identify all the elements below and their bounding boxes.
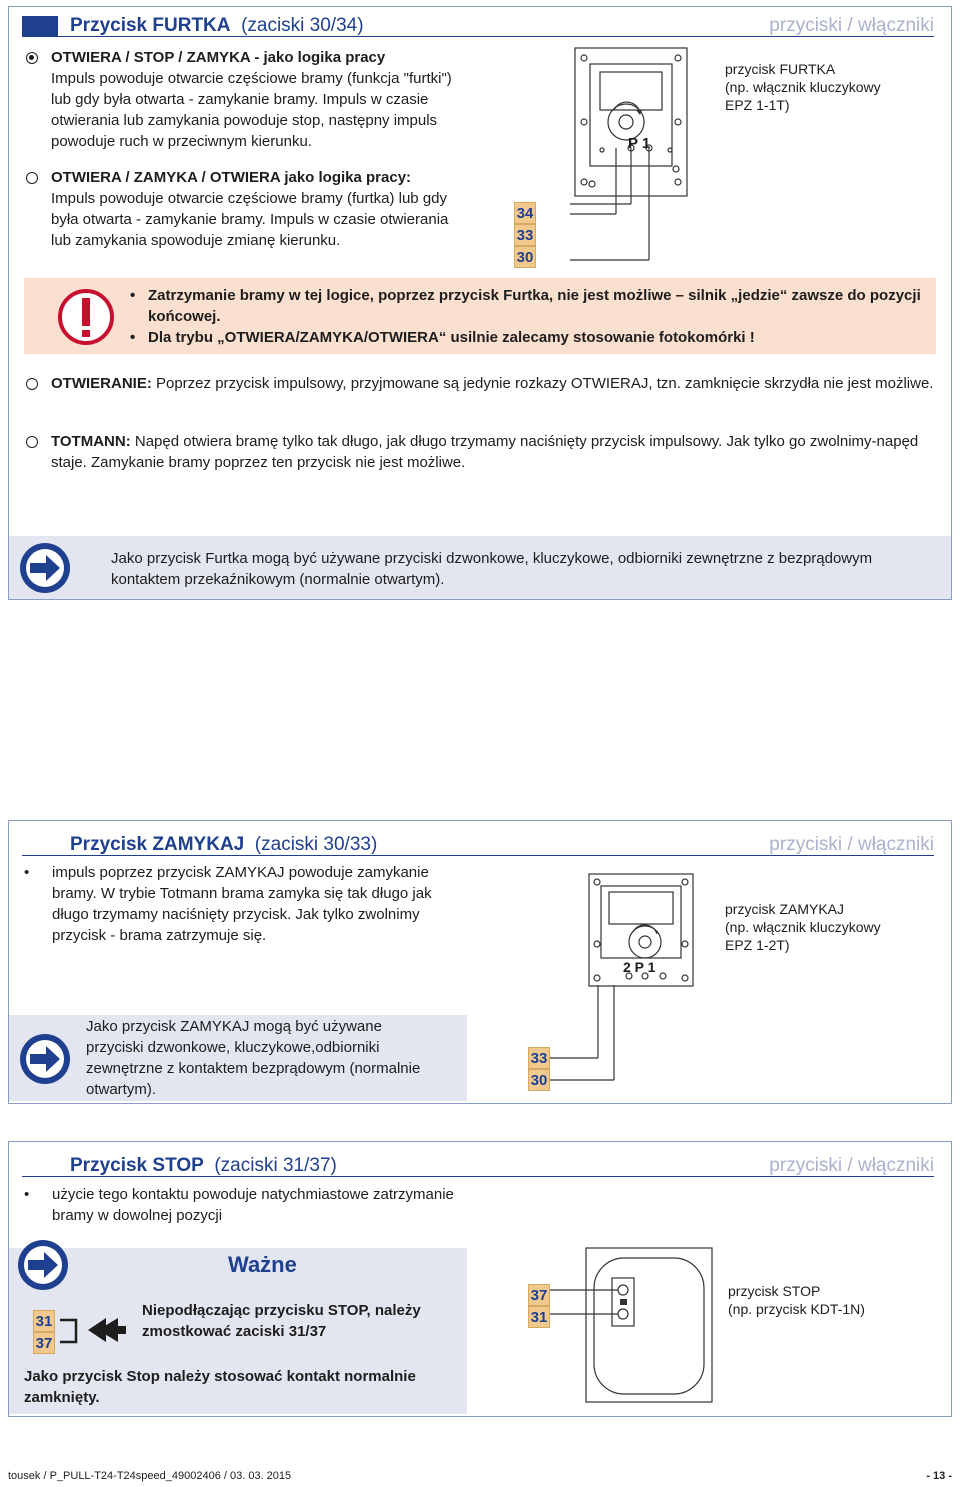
switch-label: P 1 — [628, 135, 651, 152]
header-square — [22, 16, 58, 36]
selected-radio-icon — [26, 52, 38, 64]
key-switch-diagram — [585, 872, 697, 990]
radio-icon — [26, 378, 38, 390]
page-number: - 13 - — [926, 1470, 952, 1482]
terminal-31: 31 — [528, 1306, 550, 1328]
footer-info: tousek / P_PULL-T24-T24speed_49002406 / 03. 03. 2015 — [8, 1470, 292, 1482]
terminal-30: 30 — [514, 246, 536, 268]
section-category: przyciski / włączniki — [769, 834, 934, 855]
important-title: Ważne — [228, 1252, 297, 1277]
terminal-34: 34 — [514, 202, 536, 224]
switch-label: 2 P 1 — [623, 959, 656, 975]
stop-button-diagram — [550, 1244, 720, 1410]
terminal-33: 33 — [514, 224, 536, 246]
section-title: Przycisk STOP (zaciski 31/37) — [70, 1155, 337, 1176]
section-category: przyciski / włączniki — [769, 15, 934, 36]
bridge-arrow-icon — [58, 1308, 128, 1354]
section-title: Przycisk ZAMYKAJ (zaciski 30/33) — [70, 834, 378, 855]
warning-icon — [56, 288, 116, 346]
section-category: przyciski / włączniki — [769, 1155, 934, 1176]
wire-lines — [550, 985, 660, 1085]
bullet-stop: • użycie tego kontaktu powoduje natychmiastowe zatrzymanie bramy w dowolnej pozycji — [24, 1186, 454, 1224]
key-switch-diagram — [530, 44, 710, 264]
arrow-right-icon — [18, 1032, 72, 1086]
section-furtka-header — [22, 15, 934, 37]
terminal-33: 33 — [528, 1047, 550, 1069]
option-1: OTWIERA / STOP / ZAMYKA - jako logika pracy Impuls powoduje otwarcie częściowe bramy (funkcja "furtki") lub gdy była otwarta - zamykanie bramy. Impuls w czasie otwierania lub zamykania powoduje stop, następny impuls powoduje ruch w przeciwnym kierunku. — [51, 49, 452, 150]
device-label-stop: przycisk STOP (np. przycisk KDT-1N) — [728, 1283, 865, 1317]
bullet-zamykaj: • impuls poprzez przycisk ZAMYKAJ powoduje zamykanie bramy. W trybie Totmann brama zamyka się tak długo jak długo trzymamy naciśnięty przycisk. Jak tylko zwolnimy przycisk - brama zatrzymuje się. — [24, 864, 432, 944]
nc-note: Jako przycisk Stop należy stosować kontakt normalnie zamknięty. — [24, 1368, 416, 1406]
radio-icon — [26, 172, 38, 184]
info-text: Jako przycisk ZAMYKAJ mogą być używane przyciski dzwonkowe, kluczykowe,odbiorniki zewnętrzne z kontaktem bezprądowym (normalnie otwartym). — [86, 1018, 421, 1098]
device-label-zamykaj: przycisk ZAMYKAJ (np. włącznik kluczykowy EPZ 1-2T) — [725, 901, 881, 953]
radio-icon — [26, 436, 38, 448]
warning-text: • Zatrzymanie bramy w tej logice, poprzez przycisk Furtka, nie jest możliwe – silnik „jedzie“ zawsze do pozycji końcowej. • Dla trybu „OTWIERA/ZAMYKA/OTWIERA“ usilnie zalecamy stosowanie fotokomórki ! — [130, 287, 921, 346]
info-text: Jako przycisk Furtka mogą być używane przyciski dzwonkowe, kluczykowe, odbiorniki zewnętrzne z bezprądowym kontaktem przekaźnikowym (normalnie otwartym). — [111, 550, 873, 588]
arrow-right-icon — [18, 541, 72, 595]
section-stop-header — [22, 1155, 934, 1177]
option-2: OTWIERA / ZAMYKA / OTWIERA jako logika pracy: Impuls powoduje otwarcie częściowe bramy (furtka) lub gdy była otwarta - zamykanie bramy. Impuls w czasie otwierania lub zamykania spowoduje zmianę kierunku. — [51, 169, 449, 249]
terminal-37: 37 — [528, 1284, 550, 1306]
bridge-note: Niepodłączając przycisku STOP, należy zmostkować zaciski 31/37 — [142, 1302, 421, 1340]
device-label-furtka: przycisk FURTKA (np. włącznik kluczykowy EPZ 1-1T) — [725, 61, 881, 113]
section-zamykaj-header — [22, 834, 934, 856]
arrow-right-icon — [16, 1238, 70, 1292]
terminal-30: 30 — [528, 1069, 550, 1091]
option-3: OTWIERANIE: Poprzez przycisk impulsowy, przyjmowane są jedynie rozkazy OTWIERAJ, tzn. zamknięcie skrzydła nie jest możliwe. — [51, 375, 934, 392]
option-4: TOTMANN: Napęd otwiera bramę tylko tak długo, jak długo trzymamy naciśnięty przycisk impulsowy. Jak tylko go zwolnimy-napęd staje. Zamykanie bramy poprzez ten przycisk nie jest możliwe. — [51, 433, 919, 471]
section-title: Przycisk FURTKA (zaciski 30/34) — [70, 15, 364, 36]
bridge-terminal-31: 31 — [33, 1310, 55, 1332]
bridge-terminal-37: 37 — [33, 1332, 55, 1354]
